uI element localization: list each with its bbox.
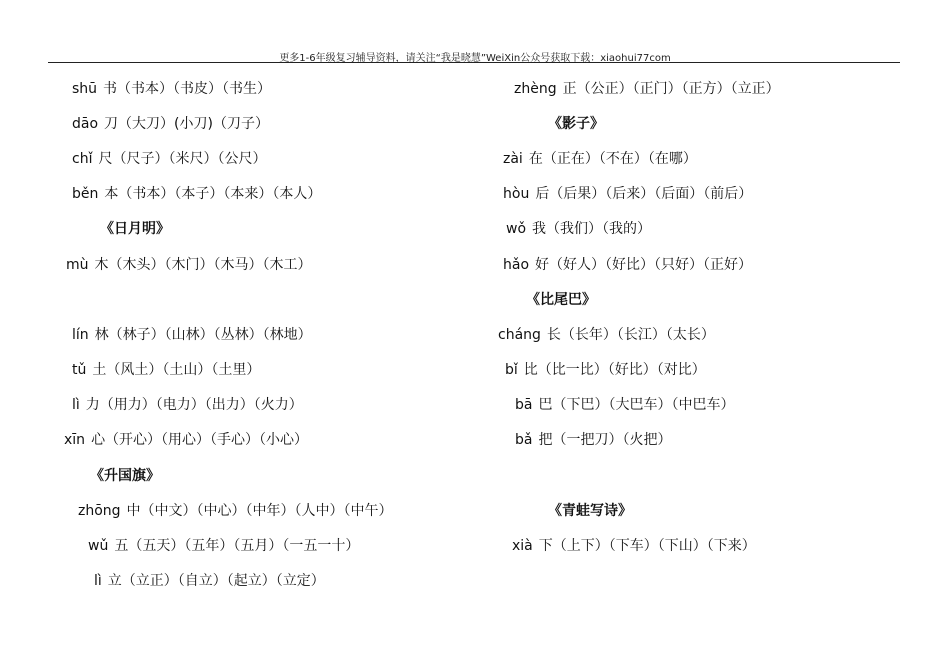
pinyin: lín xyxy=(72,327,89,343)
pinyin: hǎo xyxy=(503,257,530,273)
vocab-entry xyxy=(503,185,752,203)
word-group: 木（木头）（木门）（木马）（木工） xyxy=(94,257,312,273)
pinyin: cháng xyxy=(498,327,541,343)
pinyin: zài xyxy=(503,151,523,167)
vocab-entry xyxy=(72,185,321,203)
vocab-entry xyxy=(503,150,697,168)
word-group: 在（正在）（不在）（在哪） xyxy=(528,151,697,167)
word-group: 好（好人）（好比）（只好）（正好） xyxy=(535,257,753,273)
word-group: 长（长年）（长江）（太长） xyxy=(546,327,715,343)
lesson-title: 《日月明》 xyxy=(100,221,170,237)
word-group: 立（立正）（自立）（起立）（立定） xyxy=(107,573,325,589)
vocab-entry xyxy=(498,326,715,344)
pinyin: xīn xyxy=(64,432,86,448)
vocab-entry xyxy=(72,361,260,379)
pinyin: xià xyxy=(512,538,533,554)
vocab-entry xyxy=(66,256,312,274)
vocab-entry xyxy=(512,537,756,555)
vocab-entry xyxy=(515,396,734,414)
word-group: 力（用力）（电力）（出力）（火力） xyxy=(85,397,303,413)
word-group: 把（一把刀）（火把） xyxy=(538,432,672,448)
vocab-entry xyxy=(515,431,671,449)
vocab-entry xyxy=(72,396,303,414)
vocab-entry xyxy=(64,431,308,449)
pinyin: bā xyxy=(515,397,533,413)
word-group: 下（上下）（下车）（下山）（下来） xyxy=(538,538,756,554)
lesson-title: 《升国旗》 xyxy=(90,468,160,484)
word-group: 林（林子）（山林）（丛林）（林地） xyxy=(94,327,312,343)
word-group: 比（比一比）（好比）（对比） xyxy=(523,362,706,378)
lesson-title: 《青蛙写诗》 xyxy=(548,503,632,519)
word-group: 心（开心）（用心）（手心）（小心） xyxy=(91,432,309,448)
pinyin: běn xyxy=(72,186,99,202)
word-group: 书（书本）（书皮）（书生） xyxy=(103,81,272,97)
word-group: 中（中文）（中心）（中年）（人中）（中午） xyxy=(126,503,393,519)
vocab-entry xyxy=(94,572,325,590)
lesson-title: 《比尾巴》 xyxy=(526,292,596,308)
vocab-entry xyxy=(506,220,651,238)
word-group: 尺（尺子）（米尺）（公尺） xyxy=(98,151,267,167)
word-group: 后（后果）（后来）（后面）（前后） xyxy=(535,186,753,202)
pinyin: lì xyxy=(94,573,102,589)
page-header: 更多1-6年级复习辅导资料，请关注“我是晓慧”WeiXin公众号获取下载：xiaohui77com xyxy=(279,53,671,64)
pinyin: wǒ xyxy=(506,221,527,237)
word-group: 土（风土）（土山）（土里） xyxy=(92,362,261,378)
vocab-entry xyxy=(88,537,359,555)
vocab-entry xyxy=(72,326,312,344)
lesson-title: 《影子》 xyxy=(548,116,604,132)
pinyin: lì xyxy=(72,397,80,413)
word-group: 我（我们）（我的） xyxy=(532,221,652,237)
vocab-entry xyxy=(505,361,706,379)
pinyin: dāo xyxy=(72,116,99,132)
word-group: 正（公正）（正门）（正方）（立正） xyxy=(562,81,780,97)
vocab-entry xyxy=(78,502,393,520)
vocab-entry xyxy=(72,115,269,133)
vocab-entry xyxy=(514,80,780,98)
pinyin: shū xyxy=(72,81,98,97)
vocab-entry xyxy=(503,256,752,274)
word-group: 巴（下巴）（大巴车）（中巴车） xyxy=(538,397,735,413)
pinyin: mù xyxy=(66,257,89,273)
word-group: 刀（大刀）(小刀)（刀子） xyxy=(104,116,269,132)
pinyin: hòu xyxy=(503,186,530,202)
pinyin: bǎ xyxy=(515,432,533,448)
vocab-entry xyxy=(72,150,266,168)
vocab-entry xyxy=(72,80,271,98)
pinyin: bǐ xyxy=(505,362,518,378)
header-rule xyxy=(48,62,900,63)
word-group: 本（书本）（本子）（本来）（本人） xyxy=(104,186,322,202)
pinyin: zhèng xyxy=(514,81,557,97)
pinyin: wǔ xyxy=(88,538,109,554)
pinyin: chǐ xyxy=(72,151,93,167)
word-group: 五（五天）（五年）（五月）（一五一十） xyxy=(114,538,360,554)
pinyin: tǔ xyxy=(72,362,87,378)
pinyin: zhōng xyxy=(78,503,121,519)
